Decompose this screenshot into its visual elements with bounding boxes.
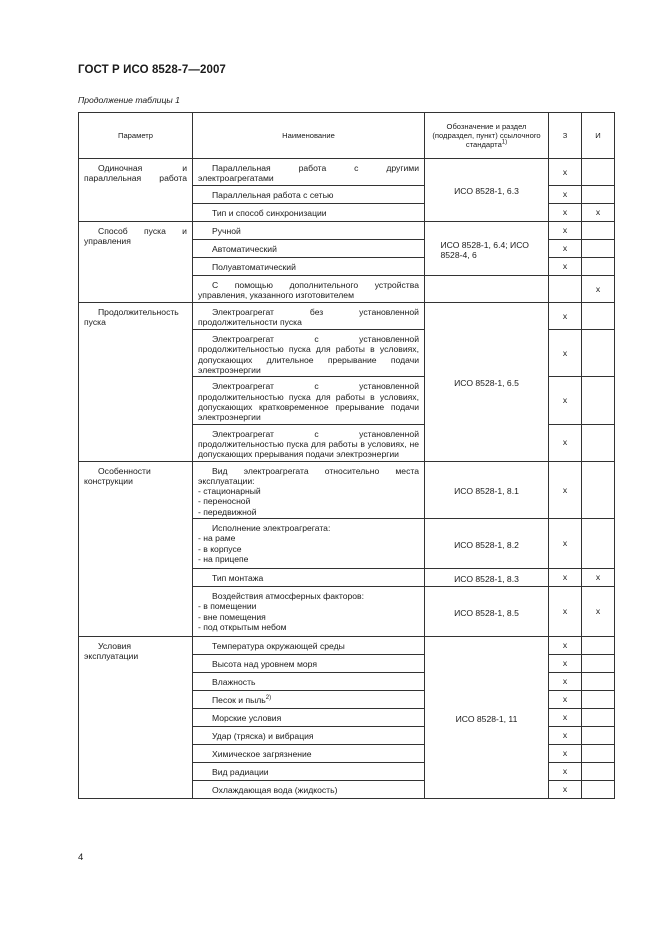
param-cell: Способ пуска и управления [79, 222, 193, 303]
document-header: ГОСТ Р ИСО 8528-7—2007 [78, 64, 226, 76]
mark-z: х [549, 222, 582, 240]
list-item: - переносной [198, 496, 251, 507]
mark-i [582, 519, 615, 569]
mark-i [582, 655, 615, 673]
mark-i [582, 303, 615, 330]
name-text: Вид электроагрегата относительно места эксплуатации: [198, 465, 419, 486]
table-caption: Продолжение таблицы 1 [78, 95, 180, 105]
table-row [79, 303, 615, 330]
mark-i [582, 727, 615, 745]
list-item: - на прицепе [198, 554, 249, 564]
page-number: 4 [78, 852, 84, 863]
mark-i [582, 763, 615, 781]
list-item: - под открытым небом [198, 622, 287, 632]
name-cell: Температура окружающей среды [193, 637, 425, 655]
table-row [79, 461, 615, 519]
mark-i: х [582, 204, 615, 222]
column-header-i: И [582, 113, 615, 159]
mark-i [582, 673, 615, 691]
mark-z: х [549, 763, 582, 781]
table-row [79, 222, 615, 240]
column-header-name: Наименование [193, 113, 425, 159]
mark-z: х [549, 240, 582, 258]
mark-z: х [549, 159, 582, 186]
name-cell: Параллельная работа с другими электроагрегатами [193, 159, 425, 186]
mark-i [582, 781, 615, 799]
std-cell: ИСО 8528-1, 6.5 [425, 303, 549, 462]
mark-z: х [549, 727, 582, 745]
list-item: - на раме [198, 533, 236, 544]
param-cell: Условия эксплуатации [79, 637, 193, 799]
mark-i: х [582, 587, 615, 637]
mark-i [582, 691, 615, 709]
std-cell: ИСО 8528-1, 6.3 [425, 159, 549, 222]
name-cell: Высота над уровнем моря [193, 655, 425, 673]
name-text: Песок и пыль [212, 695, 266, 706]
mark-i: х [582, 276, 615, 303]
mark-i [582, 424, 615, 461]
list-item: - передвижной [198, 506, 257, 517]
mark-i [582, 745, 615, 763]
name-cell: Тип монтажа [193, 569, 425, 587]
name-cell: Охлаждающая вода (жидкость) [193, 781, 425, 799]
name-cell: С помощью дополнительного устройства управления, указанного изготовителем [193, 276, 425, 303]
std-cell: ИСО 8528-1, 8.1 [425, 461, 549, 519]
mark-z [549, 276, 582, 303]
mark-z: х [549, 655, 582, 673]
name-cell [193, 519, 425, 569]
specification-table [78, 112, 615, 799]
mark-i [582, 637, 615, 655]
mark-z: х [549, 637, 582, 655]
name-cell [193, 461, 425, 519]
mark-z: х [549, 330, 582, 377]
name-text: Воздействия атмосферных факторов: [212, 591, 364, 602]
mark-z: х [549, 691, 582, 709]
column-header-std [425, 113, 549, 159]
std-cell [425, 222, 549, 276]
name-text: Исполнение электроагрегата: [212, 523, 331, 534]
mark-z: х [549, 673, 582, 691]
mark-z: х [549, 424, 582, 461]
mark-i [582, 330, 615, 377]
table-row [79, 159, 615, 186]
name-cell: Тип и способ синхронизации [193, 204, 425, 222]
mark-i [582, 461, 615, 519]
name-cell: Удар (тряска) и вибрация [193, 727, 425, 745]
name-cell: Ручной [193, 222, 425, 240]
list-item: - вне помещения [198, 611, 266, 622]
name-cell: Морские условия [193, 709, 425, 727]
param-cell: Особенности конструкции [79, 461, 193, 637]
mark-z: х [549, 745, 582, 763]
name-cell: Электроагрегат с установленной продолжительностью пуска для работы в условиях, допускающих кратковременное прерывание подачи электроэнергии [193, 377, 425, 424]
name-cell: Автоматический [193, 240, 425, 258]
footnote-ref: 2) [265, 695, 272, 702]
column-header-z: З [549, 113, 582, 159]
std-cell: ИСО 8528-1, 8.2 [425, 519, 549, 569]
table-header-row [79, 113, 615, 159]
mark-z: х [549, 186, 582, 204]
name-cell [193, 691, 425, 709]
mark-z: х [549, 709, 582, 727]
mark-z: х [549, 258, 582, 276]
column-header-std-text: Обозначение и раздел (подраздел, пункт) ссылочного стандарта [432, 121, 541, 150]
std-line: ИСО 8528-1, 6.4; ИСО 8528-4, 6 [440, 239, 529, 260]
mark-i [582, 186, 615, 204]
name-cell [193, 587, 425, 637]
name-cell: Электроагрегат с установленной продолжительностью пуска для работы в условиях, допускающих длительное прерывание подачи электроэнергии [193, 330, 425, 377]
mark-z: х [549, 781, 582, 799]
list-item: - стационарный [198, 486, 261, 497]
footnote-ref: 1) [501, 139, 508, 146]
list-item: - в корпусе [198, 543, 242, 554]
name-cell: Химическое загрязнение [193, 745, 425, 763]
mark-z: х [549, 204, 582, 222]
mark-z: х [549, 587, 582, 637]
std-cell: ИСО 8528-1, 8.5 [425, 587, 549, 637]
mark-i [582, 222, 615, 240]
mark-i [582, 377, 615, 424]
param-cell: Продолжительность пуска [79, 303, 193, 462]
name-cell: Влажность [193, 673, 425, 691]
param-cell: Одиночная и параллельная работа [79, 159, 193, 222]
name-cell: Электроагрегат без установленной продолжительности пуска [193, 303, 425, 330]
name-cell: Вид радиации [193, 763, 425, 781]
mark-i [582, 159, 615, 186]
mark-i: х [582, 569, 615, 587]
mark-i [582, 258, 615, 276]
name-cell: Электроагрегат с установленной продолжительностью пуска для работы в условиях, не допускающих прерывания подачи электроэнергии [193, 424, 425, 461]
name-cell: Полуавтоматический [193, 258, 425, 276]
list-item: - в помещении [198, 601, 257, 612]
mark-i [582, 709, 615, 727]
mark-z: х [549, 303, 582, 330]
mark-z: х [549, 569, 582, 587]
name-cell: Параллельная работа с сетью [193, 186, 425, 204]
mark-z: х [549, 519, 582, 569]
mark-z: х [549, 377, 582, 424]
mark-i [582, 240, 615, 258]
table-row [79, 637, 615, 655]
std-cell-empty [425, 276, 549, 303]
std-cell: ИСО 8528-1, 11 [425, 637, 549, 799]
mark-z: х [549, 461, 582, 519]
std-cell: ИСО 8528-1, 8.3 [425, 569, 549, 587]
column-header-param: Параметр [79, 113, 193, 159]
